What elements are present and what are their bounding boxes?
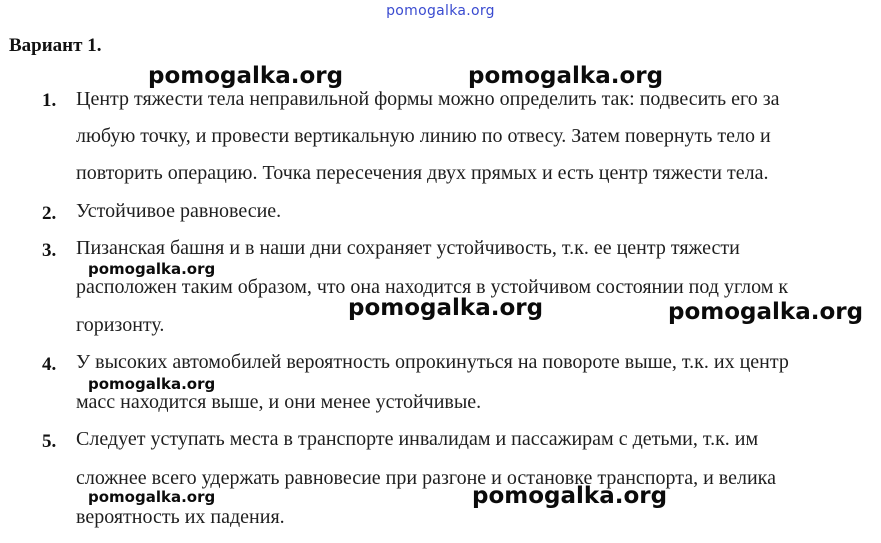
item-text-line: вероятность их падения. — [76, 506, 285, 528]
watermark: pomogalka.org — [468, 63, 664, 89]
watermark: pomogalka.org — [348, 295, 544, 321]
item-number: 2. — [42, 203, 57, 224]
watermark: pomogalka.org — [148, 63, 344, 89]
watermark: pomogalka.org — [88, 375, 216, 393]
watermark: pomogalka.org — [88, 260, 216, 278]
item-text-line: повторить операцию. Точка пересечения двух прямых и есть центр тяжести тела. — [76, 162, 769, 184]
item-number: 5. — [42, 431, 57, 452]
variant-title: Вариант 1. — [9, 35, 102, 56]
site-header-link[interactable]: pomogalka.org — [386, 3, 495, 19]
item-text-line: любую точку, и провести вертикальную линию по отвесу. Затем повернуть тело и — [76, 125, 771, 147]
item-number: 1. — [42, 90, 57, 111]
watermark: pomogalka.org — [668, 299, 864, 325]
item-number: 4. — [42, 354, 57, 375]
item-number: 3. — [42, 240, 57, 261]
item-text-line: У высоких автомобилей вероятность опрокинуться на повороте выше, т.к. их центр — [76, 351, 789, 373]
item-text-line: масс находится выше, и они менее устойчивые. — [76, 391, 482, 413]
item-text-line: Центр тяжести тела неправильной формы можно определить так: подвесить его за — [76, 88, 780, 110]
watermark: pomogalka.org — [472, 483, 668, 509]
item-text-line: Устойчивое равновесие. — [76, 200, 282, 222]
item-text-line: расположен таким образом, что она находится в устойчивом состоянии под углом к — [76, 276, 789, 298]
item-text-line: горизонту. — [76, 314, 165, 336]
watermark: pomogalka.org — [88, 488, 216, 506]
item-text-line: Следует уступать места в транспорте инвалидам и пассажирам с детьми, т.к. им — [76, 428, 759, 450]
item-text-line: сложнее всего удержать равновесие при разгоне и остановке транспорта, и велика — [76, 467, 776, 489]
item-text-line: Пизанская башня и в наши дни сохраняет устойчивость, т.к. ее центр тяжести — [76, 237, 740, 259]
